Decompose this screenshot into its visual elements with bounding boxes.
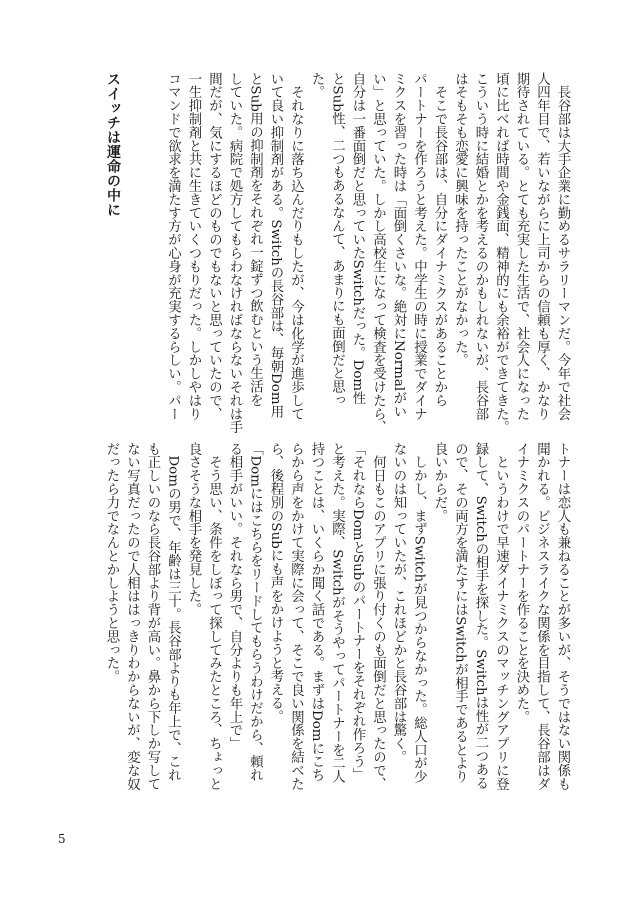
text-line: 良いからだ。 (432, 442, 447, 523)
text-line: 録して、Switchの相手を探した。Switchは性が二つある (473, 442, 488, 790)
text-line: していた。病院で処方してもらわなければならないそれは手 (227, 72, 242, 434)
text-line: も正しいのなら長谷部より背が高い。鼻から下しか写して (145, 442, 160, 791)
text-line: だったら力でなんとかしようと思った。 (104, 442, 119, 684)
text-line: イナミクスのパートナーを作ることを決めた。 (514, 442, 529, 724)
text-line: 持つことは、いくらか聞く話である。まずはDomにこち (309, 442, 324, 782)
upper-text-block (138, 72, 572, 434)
text-line: ミクスを習った時は「面倒くさいな。絶対にNormalがい (391, 72, 406, 418)
text-line: ので、その両方を満たすにはSwitchが相手であるとより (452, 442, 468, 784)
text-line: い」と思っていた。しかし高校生になって検査を受けたら、 (370, 72, 386, 434)
text-line: Domの男で、年齢は三十。長谷部よりも年上で、これ (165, 442, 181, 782)
text-line: というわけで早速ダイナミクスのマッチングアプリに登 (493, 442, 509, 791)
text-line: 自分は一番面倒だと思っていたSwitchだった。Dom性 (350, 72, 365, 405)
text-line: それなりに落ち込んだりもしたが、今は化学が進歩して (288, 72, 304, 421)
text-line: しかし、まずSwitchが見つからなかった。総人口が少 (411, 442, 427, 784)
text-line: そう思い、条件をしぼって探してみたところ、ちょっと (206, 442, 222, 791)
text-line: いて良い抑制剤がある。Switchの長谷部は、毎朝Dom用 (268, 72, 283, 418)
text-line: 一生抑制剤と共に生きていくつもりだった。しかしやはり (186, 72, 201, 421)
lower-text-block (62, 442, 572, 794)
text-line: とSub性、二つもあるなんて、あまりにも面倒だと思っ (329, 72, 345, 407)
text-line: 間だが、気にするほどのものでもないと思っていたので、 (206, 72, 222, 421)
text-line: 良さそうな相手を発見した。 (186, 442, 201, 617)
text-line: はそもそも恋愛に興味を持ったことがなかった。 (452, 72, 468, 367)
text-line: ら、後程別のSubにも声をかけようと考える。 (268, 442, 283, 723)
text-line: トナーは恋人も兼ねることが多いが、そうではない関係も (555, 442, 570, 791)
text-line: 長谷部は大手企業に勤めるサラリーマンだ。今年で社会 (555, 72, 570, 421)
text-line: と考えた。実際、Switchがそうやってパートナーを二人 (329, 442, 345, 784)
text-line: 人四年目で、若いながらに上司からの信頼も厚く、かなり (534, 72, 550, 421)
text-line: る相手がいい。それなら男で、自分よりも年上で」 (227, 442, 242, 751)
page-number: 5 (58, 832, 66, 846)
text-line: 「Domにはこちらをリードしてもらうわけだから、頼れ (247, 442, 263, 782)
text-line: ないのは知っていたが、これほどかと長谷部は驚く。 (391, 442, 406, 764)
text-line: コマンドで欲求を満たす方が心身が充実するらしい。パー (165, 72, 181, 421)
text-line: らから声をかけて実際に会って、そこで良い関係を結べた (288, 442, 304, 791)
text-line: 期待されている。とても充実した生活で、社会人になった (514, 72, 529, 421)
text-line: 聞かれる。ビジネスライクな関係を目指して、長谷部はダ (534, 442, 550, 791)
text-line: 「それならDomとSubのパートナーをそれぞれ作ろう」 (350, 442, 365, 782)
text-line: こういう時に結婚とかを考えるのかもしれないが、長谷部 (473, 72, 488, 421)
text-line: 頃に比べれば時間や金銭面、精神的にも余裕ができてきた。 (493, 72, 509, 434)
text-line: パートナーを作ろうと考えた。中学生の時に授業でダイナ (411, 72, 427, 421)
text-line: とSub用の抑制剤をそれぞれ一錠ずつ飲むという生活を (247, 72, 263, 407)
chapter-title: スイッチは運命の中に (105, 72, 121, 217)
text-line: た。 (309, 72, 324, 99)
text-line: ない写真だったので人相ははっきりわからないが、変な奴 (124, 442, 140, 791)
text-line: 何日もこのアプリに張り付くのも面倒だと思ったので、 (370, 442, 386, 791)
text-line: そこで長谷部は、自分にダイナミクスがあることから (432, 72, 447, 407)
